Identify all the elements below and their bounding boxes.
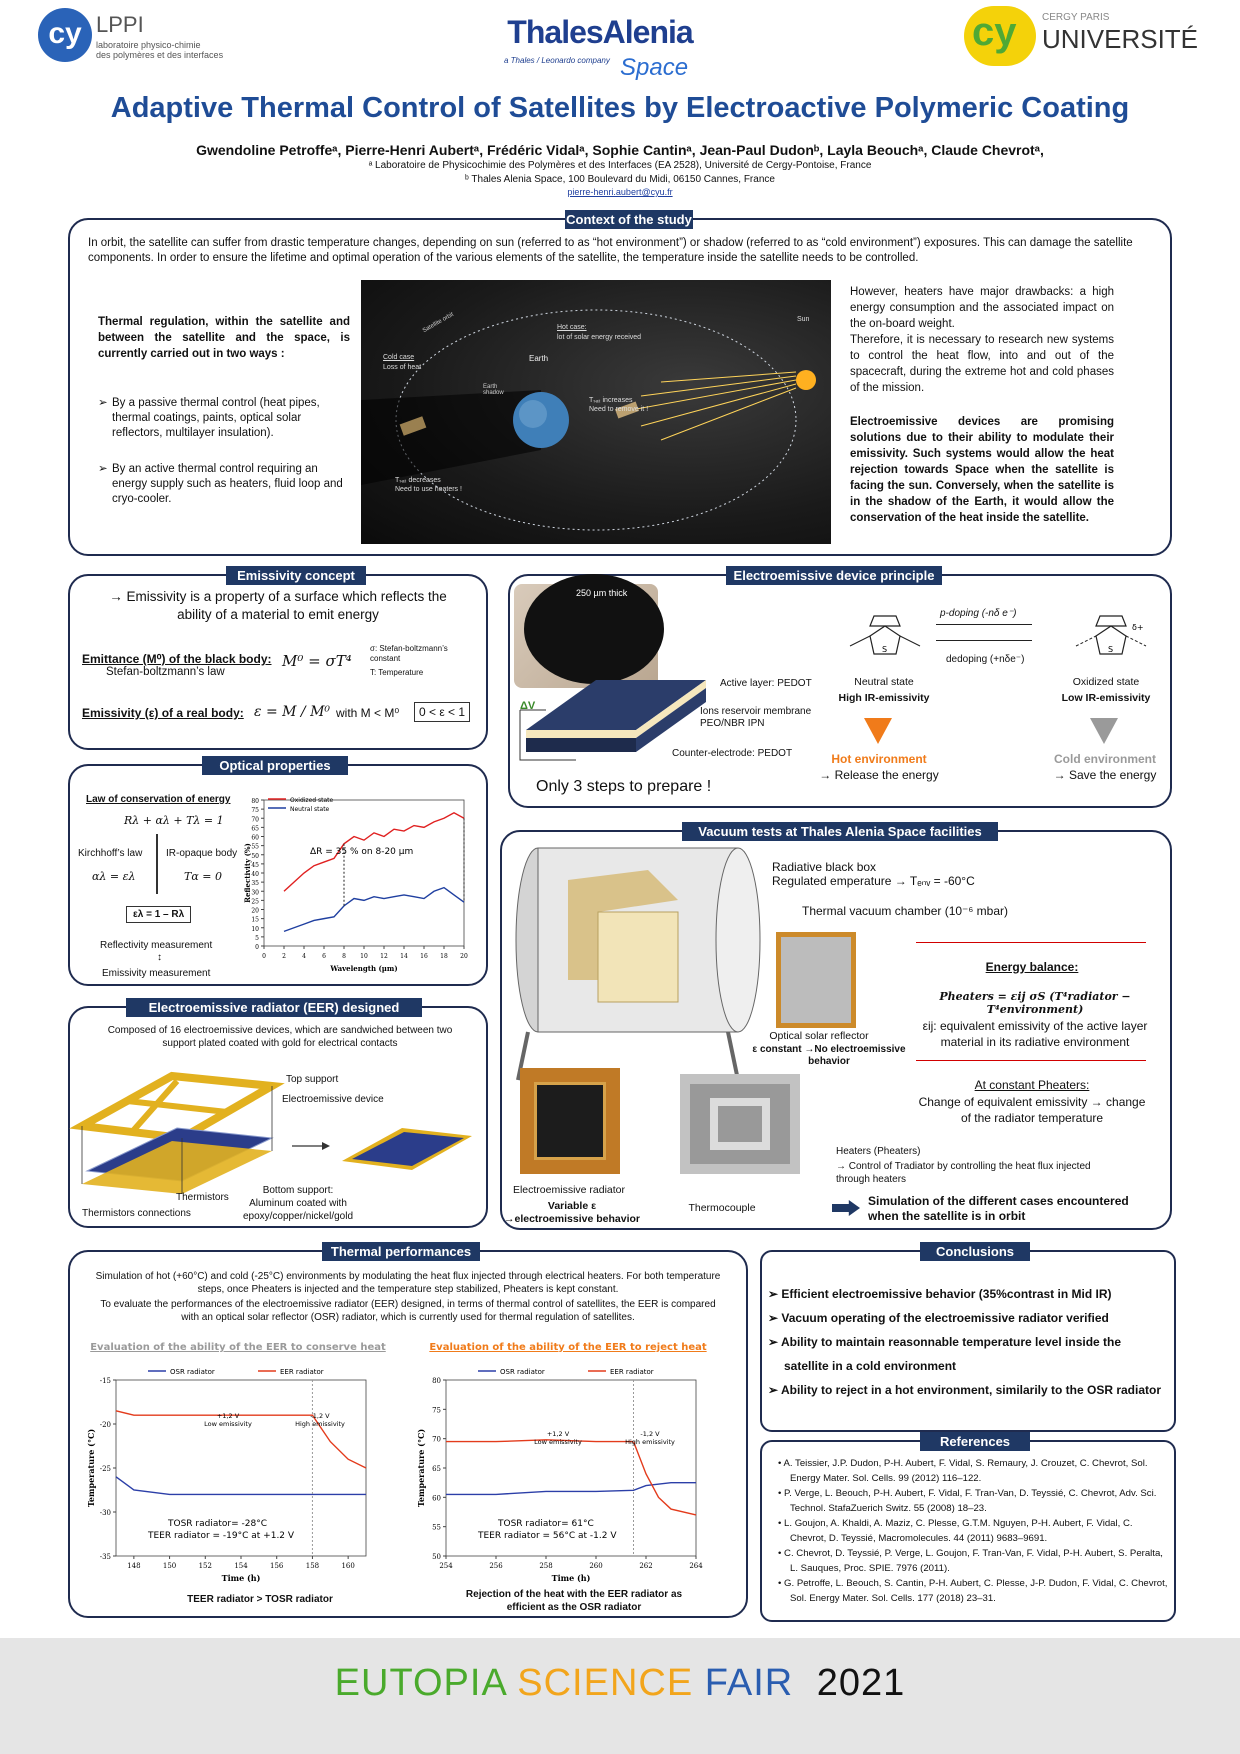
y-tick-label: 15 (251, 916, 259, 924)
cergy-main: UNIVERSITÉ (1042, 24, 1199, 54)
poster-title: Adaptive Thermal Control of Satellites by Electroactive Polymeric Coating (110, 92, 1130, 124)
affiliation-b: ᵇ Thales Alenia Space, 100 Boulevard du Midi, 06150 Cannes, France (465, 174, 775, 185)
osr-label: Optical solar reflector (769, 1030, 869, 1042)
osr-sub-label: ε constant →No electroemissive behavior (752, 1044, 906, 1067)
y-tick-label: 65 (432, 1465, 441, 1473)
reference-item: • A. Teissier, J.P. Dudon, P-H. Aubert, F. Vidal, S. Remaury, J. Crouzet, C. Chevrot, Sol. Energy Mater. Sol. Cells. 99 (2012) 116–122. (778, 1458, 1148, 1484)
eq-ir-opaque: Tα = 0 (184, 870, 222, 883)
emittance-label: Emittance (M⁰) of the black body: (82, 652, 272, 666)
email-link[interactable]: pierre-henri.aubert@cyu.fr (567, 187, 673, 197)
plot-frame (446, 1380, 696, 1556)
x-tick-label: 152 (198, 1562, 212, 1570)
y-tick-label: 30 (251, 889, 259, 897)
y-tick-label: 20 (251, 907, 259, 915)
orbit-image (361, 280, 831, 544)
x-tick-label: 150 (162, 1562, 177, 1570)
device-title: Electroemissive device principle (726, 566, 942, 585)
result-eer: TEER radiator = -19°C at +1.2 V (148, 1531, 295, 1541)
x-tick-label: 158 (305, 1562, 320, 1570)
bullet2-text: By an active thermal control requiring an energy supply such as heaters, fluid loop and cryo-cooler. (112, 463, 343, 505)
y-tick-label: 80 (251, 798, 259, 805)
thermal-title: Thermal performances (322, 1242, 480, 1261)
x-tick-label: 6 (322, 953, 326, 960)
x-tick-label: 14 (400, 953, 408, 960)
dedoping-label: dedoping (+nδe⁻) (946, 654, 1025, 665)
conclusion-item: ➢ Efficient electroemissive behavior (35%contrast in Mid IR) (768, 1287, 1112, 1301)
footer-w2: SCIENCE (517, 1662, 694, 1704)
chart-annotation: Low emissivity (204, 1420, 252, 1428)
context-bullet2 (98, 462, 350, 507)
y-tick-label: -35 (99, 1553, 111, 1561)
hot-env-label: Hot environment (831, 752, 927, 766)
label-need-heaters: Need to use heaters ! (395, 486, 462, 493)
y-axis-label: Temperature (°C) (86, 1428, 96, 1508)
control-label: → Control of Tradiator by controlling the heat flux injected through heaters (836, 1161, 1091, 1185)
cergy-top: CERGY PARIS (1042, 12, 1110, 23)
y-tick-label: 70 (432, 1435, 441, 1444)
x-tick-label: 8 (342, 953, 346, 960)
eq-kirchhoff: αλ = ελ (92, 870, 136, 883)
thermocouple-photo (680, 1074, 800, 1174)
x-tick-label: 160 (341, 1562, 355, 1570)
y-tick-label: 60 (251, 834, 259, 842)
conclusions-title: Conclusions (920, 1242, 1030, 1261)
label-connections: Thermistors connections (82, 1208, 191, 1219)
y-tick-label: 25 (251, 898, 259, 906)
reflectivity-chart (243, 794, 474, 973)
reference-item: • C. Chevrot, D. Teyssié, P. Verge, L. Goujon, F. Tran-Van, F. Vidal, P-H. Aubert, S. Peralta, L. Sauques, Proc. SPIE. 7976 (2011). (778, 1548, 1163, 1574)
right-caption: Rejection of the heat with the EER radiator as efficient as the OSR radiator (465, 1589, 683, 1613)
formula-eps: ε = M / M⁰ (254, 704, 331, 720)
formula-m0: M⁰ = σT⁴ (282, 652, 352, 670)
y-tick-label: 75 (251, 807, 259, 815)
y-tick-label: -15 (99, 1377, 111, 1385)
x-axis-label: Wavelength (µm) (330, 964, 398, 973)
label-hot-case: Hot case: (557, 324, 587, 331)
release-label: → Release the energy (819, 768, 939, 782)
context-intro: In orbit, the satellite can suffer from drastic temperature changes, depending on sun (referred to as “hot environment”) or shadow (referred to as “cold environment”) exposures. This can damage the satellite components. In order to ensure the lifetime and optimal operation of the various elements of the satellite, the temperature inside the satellite needs to be controlled. (88, 237, 1133, 264)
chart-annotation: -1,2 V (640, 1430, 660, 1438)
label-sun: Sun (797, 316, 810, 323)
pedot-neutral-molecule (840, 596, 930, 666)
y-tick-label: 0 (255, 944, 259, 951)
high-emis-label: High IR-emissivity (838, 692, 930, 704)
save-label: → Save the energy (1053, 768, 1157, 782)
emissivity-label: Emissivity (ε) of a real body: (82, 706, 244, 720)
osr-photo (776, 932, 856, 1028)
label-need-remove: Need to remove it ! (589, 406, 649, 413)
chart-annotation: Low emissivity (534, 1438, 582, 1446)
label-satellite-orbit: Satellite orbit (421, 311, 455, 335)
emissivity-intro: → Emissivity is a property of a surface which reflects the ability of a material to emit energy (109, 589, 447, 622)
energy-equation: Pheaters = εij σS (T⁴radiator − T⁴environment) (939, 990, 1131, 1016)
lppi-text: LPPI (96, 12, 144, 37)
down-arrow-icon (156, 834, 158, 894)
conclusion-item: ➢ Vacuum operating of the electroemissive radiator verified (768, 1311, 1109, 1325)
eer-intro: Composed of 16 electroemissive devices, which are sandwiched between two support plated coated with gold for electrical contacts (107, 1025, 453, 1049)
boxed-eq: ελ = 1 – Rλ (126, 906, 191, 923)
cold-arrow-icon (1090, 718, 1118, 744)
updown-arrow-icon: ↕ (157, 952, 162, 963)
legend-label: Neutral state (290, 806, 330, 813)
conclusion-item: ➢ Ability to maintain reasonnable temperature level inside the satellite in a cold environment (768, 1335, 1122, 1373)
x-tick-label: 156 (270, 1562, 284, 1570)
series-line (446, 1440, 696, 1515)
emissivity-title: Emissivity concept (226, 566, 366, 585)
cergy-logo (964, 6, 1199, 70)
label-lot-solar: lot of solar energy received (557, 334, 642, 341)
x-tick-label: 20 (460, 953, 468, 960)
context-right-p1: However, heaters have major drawbacks: a high energy consumption and the associated impact on the on-board weight. (850, 286, 1114, 330)
label-top-support: Top support (286, 1074, 339, 1085)
y-tick-label: 55 (432, 1523, 441, 1532)
ir-opaque-label: IR-opaque body (166, 848, 238, 859)
x-tick-label: 254 (439, 1562, 453, 1570)
chart-title: Evaluation of the ability of the EER to reject heat (429, 1342, 707, 1353)
y-axis-label: Reflectivity (%) (243, 843, 252, 903)
emissivity-meas-label: Emissivity measurement (102, 968, 211, 979)
x-tick-label: 18 (440, 953, 448, 960)
x-tick-label: 0 (262, 953, 266, 960)
thermal-p1: Simulation of hot (+60°C) and cold (-25°C) environments by modulating the heat flux injected through electrical heaters. For both temperature steps, once Pheaters is injected and the temperature step stabilized, Pheaters is kept constant. (95, 1271, 721, 1295)
footer-w3: FAIR (704, 1662, 794, 1704)
reject-heat-chart (418, 1338, 718, 1618)
with-m: with M < M⁰ (336, 706, 400, 720)
kirchhoff-label: Kirchhoff’s law (78, 848, 143, 859)
x-tick-label: 260 (589, 1562, 603, 1570)
y-tick-label: 35 (251, 880, 259, 888)
series-line (284, 888, 464, 932)
legend-label: Oxidized state (290, 797, 334, 804)
thales-space: Space (620, 54, 689, 81)
vacuum-chamber-diagram (508, 840, 768, 1040)
authors: Gwendoline Petroffeᵃ, Pierre-Henri Aubertᵃ, Frédéric Vidalᵃ, Sophie Cantinᵃ, Jean-Paul Dudonᵇ, Layla Beouchᵃ, Claude Chevrotᵃ, (196, 142, 1044, 158)
label-bottom: Bottom support: Aluminum coated with epoxy/copper/nickel/gold (242, 1185, 354, 1222)
references-title: References (920, 1432, 1030, 1451)
y-tick-label: -25 (99, 1465, 111, 1473)
legend-label: EER radiator (610, 1368, 654, 1376)
label-device: Electroemissive device (282, 1094, 384, 1105)
legend-label: OSR radiator (170, 1368, 215, 1376)
series-line (446, 1483, 696, 1495)
x-tick-label: 148 (127, 1562, 141, 1570)
cold-env-label: Cold environment (1053, 752, 1156, 766)
arrow-bullet-icon: ➢ (98, 397, 108, 409)
footer-w1: EUTOPIA (334, 1662, 506, 1704)
label-t-inc: Tₛₐₜ increases (589, 397, 633, 404)
change-label: Change of equivalent emissivity → change of the radiator temperature (918, 1095, 1146, 1125)
y-tick-label: 50 (251, 852, 259, 860)
eer-title: Electroemissive radiator (EER) designed (126, 998, 422, 1017)
svg-text:S: S (882, 645, 888, 654)
heaters-label: Heaters (Pheaters) (836, 1146, 921, 1157)
active-layer-label: Active layer: PEDOT (720, 678, 812, 689)
chart-annotation: +1,2 V (216, 1412, 240, 1420)
chart-title: Evaluation of the ability of the EER to conserve heat (90, 1342, 386, 1353)
label-earth-shadow: Earth shadow (483, 384, 504, 396)
result-osr: TOSR radiator= -28°C (168, 1519, 267, 1529)
legend-t: T: Temperature (370, 668, 424, 677)
lppi-subtitle: laboratoire physico-chimie des polymères et des interfaces (96, 40, 224, 60)
radiator-panel (534, 1082, 606, 1160)
arrow-bullet-icon: ➢ (98, 463, 108, 475)
thermocouple-frame (710, 1098, 770, 1150)
constant-label: At constant Pheaters: (974, 1078, 1090, 1092)
conclusion-item: ➢ Ability to reject in a hot environment, similarily to the OSR radiator (768, 1383, 1162, 1397)
thermocouple-label: Thermocouple (688, 1202, 756, 1214)
chart-annotation: High emissivity (295, 1420, 345, 1428)
label-t-dec: Tₛₐₜ decreases (395, 477, 441, 484)
x-tick-label: 262 (639, 1562, 653, 1570)
series-line (116, 1477, 366, 1495)
reflectivity-label: Reflectivity measurement (100, 940, 213, 951)
footer-text (0, 1662, 1240, 1705)
affiliation-a: ᵃ Laboratoire de Physicochimie des Polymères et des Interfaces (EA 2528), Université de Cergy-Pontoise, France (368, 160, 872, 171)
x-tick-label: 10 (360, 953, 368, 960)
radiator-label: Electroemissive radiator (512, 1184, 626, 1196)
bullet1-text: By a passive thermal control (heat pipes, thermal coatings, paints, optical solar reflectors, multilayer insulation). (112, 397, 320, 439)
p-doping-label: p-doping (-nδ e⁻) (940, 608, 1017, 619)
right-arrow-icon (936, 624, 1032, 625)
x-axis-label: Time (h) (221, 1573, 261, 1583)
x-tick-label: 258 (539, 1562, 553, 1570)
reference-item: • G. Petroffe, L. Beouch, S. Cantin, P-H. Aubert, C. Plesse, J-P. Dudon, F. Vidal, C. Chevrot, Sol. Energy Mater. Sol. Cells. 177 (2018) 23–31. (778, 1578, 1168, 1604)
vacuum-title: Vacuum tests at Thales Alenia Space facilities (682, 822, 998, 841)
context-bullet1 (98, 396, 350, 441)
low-emis-label: Low IR-emissivity (1061, 692, 1151, 704)
legend-label: EER radiator (280, 1368, 324, 1376)
y-tick-label: 10 (251, 925, 259, 933)
eps-ij-label: εij: equivalent emissivity of the active layer material in its radiative environment (922, 1019, 1148, 1049)
left-arrow-icon (936, 640, 1032, 641)
context-right-p2: Therefore, it is necessary to research new systems to control the heat flow, into and out of the spacecraft, during the extreme hot and cold phases of the mission. (850, 334, 1114, 394)
thales-sub: a Thales / Leonardo company (504, 56, 610, 65)
variable-label: Variable ε →electroemissive behavior (504, 1200, 640, 1225)
neutral-label: Neutral state (854, 676, 914, 688)
ions-label: Ions reservoir membrane PEO/NBR IPN (700, 706, 812, 729)
delta-v-label: ΔV (520, 700, 536, 712)
context-title: Context of the study (566, 212, 692, 227)
oxidized-label: Oxidized state (1072, 676, 1140, 688)
y-tick-label: 45 (251, 861, 259, 869)
chart-annotation: High emissivity (625, 1438, 675, 1446)
range-box: 0 < ε < 1 (414, 702, 470, 722)
red-divider (916, 1060, 1146, 1061)
x-tick-label: 2 (282, 953, 286, 960)
radiator-photo (520, 1068, 620, 1174)
y-tick-label: 65 (251, 825, 259, 833)
legend-label: OSR radiator (500, 1368, 545, 1376)
legend-sigma: σ: Stefan-boltzmann’s constant (370, 644, 448, 663)
result-osr: TOSR radiator= 61°C (498, 1519, 594, 1529)
pedot-oxidized-molecule (1066, 596, 1156, 666)
cy-logo-icon: cy (38, 8, 92, 62)
label-earth: Earth (529, 354, 549, 363)
stefan-law: Stefan-boltzmann’s law (106, 666, 225, 678)
optical-title: Optical properties (202, 756, 348, 775)
energy-balance-label: Energy balance: (985, 960, 1079, 974)
conserve-heat-chart (88, 1338, 388, 1618)
simulation-label: Simulation of the different cases encountered when the satellite is in orbit (868, 1194, 1129, 1223)
chart-annotation: +1,2 V (546, 1430, 570, 1438)
reference-item: • L. Goujon, A. Khaldi, A. Maziz, C. Plesse, G.T.M. Nguyen, P-H. Aubert, F. Vidal, C. Chevrot, D. Teyssié, Macromolecules. 44 (2011) 9683–9691. (778, 1518, 1133, 1544)
eq-conservation: Rλ + αλ + Tλ = 1 (124, 814, 224, 827)
x-axis-label: Time (h) (551, 1573, 591, 1583)
left-caption: TEER radiator > TOSR radiator (187, 1594, 333, 1605)
conclusions-list (768, 1282, 1162, 1402)
y-tick-label: 55 (251, 843, 259, 851)
thermal-p2: To evaluate the performances of the electroemissive radiator (EER) designed, in terms of thermal control of satellites, the EER is compared with an optical solar reflector (OSR) radiator, which is currently used for thermal regulation of satellites. (100, 1299, 716, 1323)
y-tick-label: -30 (99, 1509, 111, 1517)
y-tick-label: 60 (432, 1494, 441, 1503)
y-tick-label: 75 (432, 1406, 441, 1415)
y-tick-label: 80 (432, 1377, 441, 1385)
label-thermistors: Thermistors (176, 1192, 229, 1203)
chart-annotation: -1,2 V (310, 1412, 330, 1420)
context-right-bold: Electroemissive devices are promising solutions due to their ability to modulate their emissivity. Such systems would allow the heat rejection towards Space when the satellite is facing the sun. Conversely, when the satellite is in the shadow of the Earth, it would allow the conservation of the heat inside the satellite. (850, 416, 1114, 524)
chamber-label: Thermal vacuum chamber (10⁻⁶ mbar) (802, 904, 1009, 918)
y-tick-label: 40 (251, 871, 259, 878)
counter-label: Counter-electrode: PEDOT (672, 748, 793, 759)
conservation-law: Law of conservation of energy (86, 794, 231, 805)
x-tick-label: 256 (489, 1562, 503, 1570)
reference-item: • P. Verge, L. Beouch, P-H. Aubert, F. Vidal, F. Tran-Van, D. Teyssié, C. Chevrot, Adv. Sci. Technol. StafaZuerich Switz. 55 (2008) 18–23. (778, 1488, 1157, 1514)
label-cold-case: Cold case (383, 354, 415, 361)
hot-arrow-icon (864, 718, 892, 744)
regulated-label: Regulated emperature → Tₑₙᵥ = -60°C (772, 874, 975, 888)
y-tick-label: 5 (255, 934, 259, 942)
label-loss-heat: Loss of heat (383, 364, 422, 371)
y-axis-label: Temperature (°C) (416, 1428, 426, 1508)
footer-w4: 2021 (816, 1662, 906, 1704)
thales-logo (490, 14, 710, 81)
black-box-label: Radiative black box (772, 860, 877, 874)
svg-text:δ+: δ+ (1132, 623, 1144, 632)
y-tick-label: 70 (251, 816, 259, 824)
red-divider (916, 942, 1146, 943)
references-list (770, 1456, 1168, 1606)
y-tick-label: 50 (432, 1553, 441, 1561)
film-thick-label: 250 µm thick (576, 588, 628, 598)
delta-r-annotation: ΔR = 35 % on 8-20 µm (310, 847, 414, 857)
svg-text:S: S (1108, 645, 1114, 654)
result-eer: TEER radiator = 56°C at -1.2 V (478, 1531, 617, 1541)
x-tick-label: 12 (380, 953, 388, 960)
x-tick-label: 264 (689, 1562, 703, 1570)
thales-text: ThalesAlenia (507, 14, 693, 50)
context-left-bold: Thermal regulation, within the satellite and between the satellite and the space, is currently carried out in two ways : (98, 316, 350, 360)
lppi-logo (38, 8, 238, 68)
steps-label: Only 3 steps to prepare ! (536, 778, 712, 795)
plot-frame (116, 1380, 366, 1556)
x-tick-label: 4 (302, 953, 306, 960)
x-tick-label: 154 (234, 1562, 248, 1570)
y-tick-label: -20 (99, 1421, 111, 1429)
x-tick-label: 16 (420, 953, 428, 960)
cy-cergy-mark: cy (972, 10, 1017, 54)
